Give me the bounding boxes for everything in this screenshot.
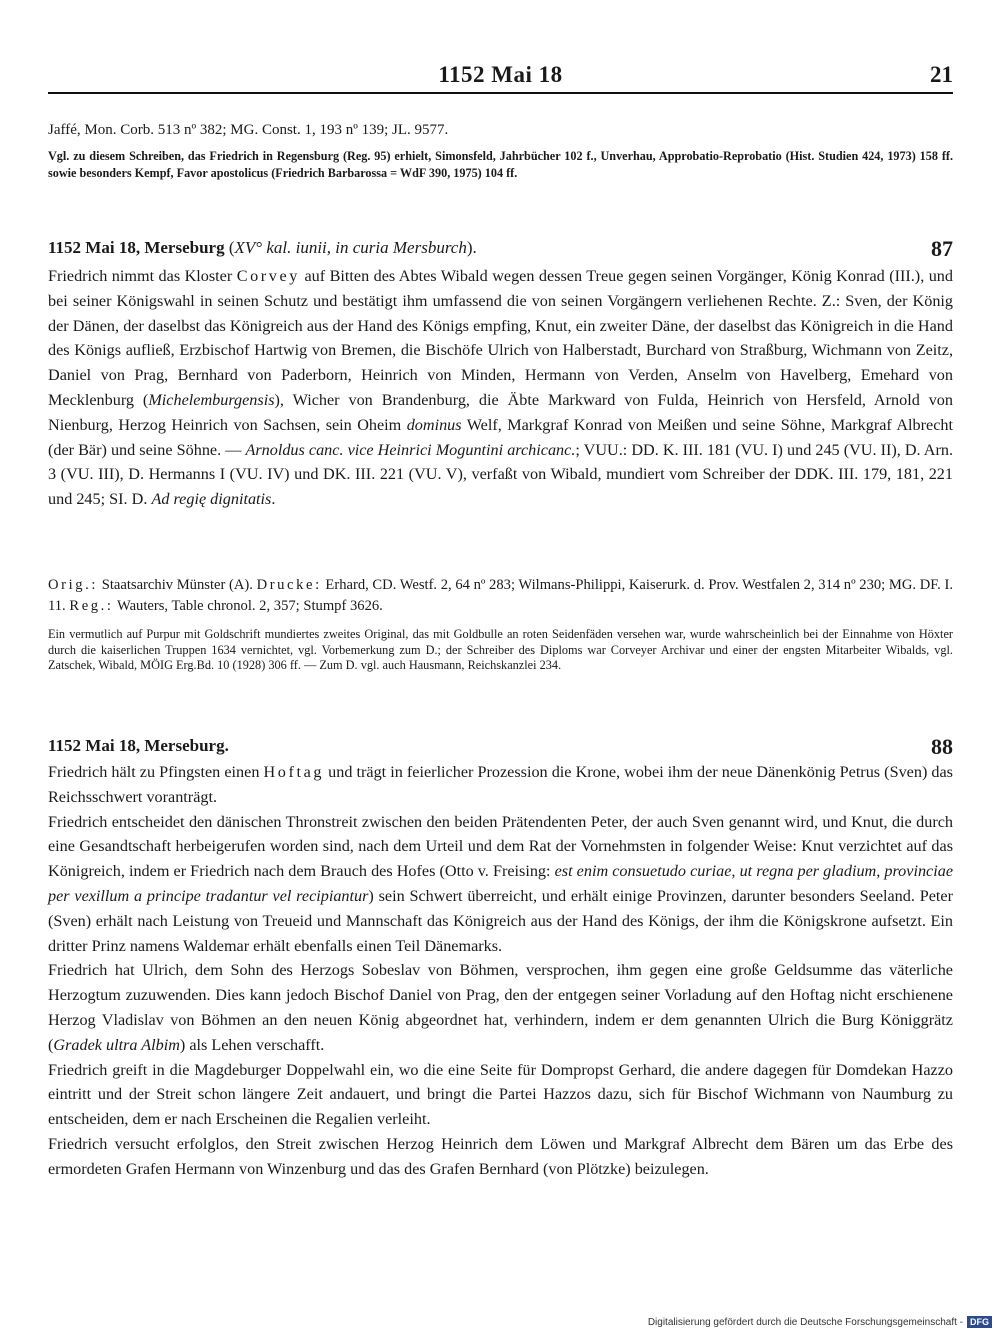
dfg-logo-badge: DFG [967, 1316, 992, 1328]
entry-88-paragraph-3 [48, 958, 953, 1057]
entry-87-italic-1: Michelemburgensis [148, 390, 275, 409]
entry-88-heading [48, 736, 953, 762]
entry-87-latin-date: XV° kal. iunii, in curia Mersburch [234, 238, 467, 257]
entry-87-note: Ein vermutlich auf Purpur mit Goldschrift mundiertes zweites Original, das mit Goldbulle an roten Seidenfäden versehen war, wurde wahrscheinlich bei der Einnahme von Höxter durch die kaiserlichen Truppen 1634 vernichtet, vgl. Vorbemerkung zum D.; der Schreiber des Diploms war Corveyer Archivar und einer der engsten Mitarbeiter Wibalds, vgl. Zatschek, Wibald, MÖIG Erg.Bd. 10 (1928) 306 ff. — Zum D. vgl. auch Hausmann, Reichskanzlei 234. [48, 627, 953, 672]
entry-87-italic-3: Arnoldus canc. vice Heinrici Moguntini archicanc. [245, 440, 576, 459]
entry-87-text-6: . [271, 490, 276, 509]
reg-label: Reg.: [69, 598, 114, 614]
entry-87-paren-open: ( [224, 238, 235, 257]
footer-text: Digitalisierung gefördert durch die Deutsche Forschungsgemeinschaft - [647, 1316, 963, 1328]
p1-text-a: Friedrich hält zu Pfingsten einen [48, 763, 264, 781]
entry-87-heading [48, 238, 953, 264]
prior-entry-reference: Jaffé, Mon. Corb. 513 nº 382; MG. Const. 1, 193 nº 139; JL. 9577. [48, 122, 449, 138]
entry-87-text [48, 264, 953, 512]
entry-87-text-5: ; VUU.: DD. K. III. 181 (VU. I) und 245 (VU. II), D. Arn. 3 (VU. III), D. Hermanns I (VU. IV) und DK. III. 221 (VU. V), verfaßt von Wibald, mundiert vom Schreiber der DDK. III. 179, 181, 221 und 245; SI. D. [48, 440, 953, 509]
entry-88-paragraph-5: Friedrich versucht erfolglos, den Streit zwischen Herzog Heinrich dem Löwen und Markgraf Albrecht dem Bären um das Erbe des ermordeten Grafen Hermann von Winzenburg und das des Grafen Bernhard (von Plötzke) beizulegen. [48, 1134, 953, 1178]
entry-87-sources [48, 575, 953, 617]
entry-88-date: 1152 Mai 18, Merseburg. [48, 736, 229, 755]
entry-87-text-2: auf Bitten des Abtes Wibald wegen dessen Treue gegen seinen Vorgänger, König Konrad (III.), und bei seiner Königswahl in seinen Schutz und bestätigt ihm umfassend die von seinen Vorgängern verliehenen Rechte. Z.: Sven, der König der Dänen, der daselbst das Königreich aus der Hand des Königs empfing, Knut, ein zweiter Däne, der daselbst das Königreich in die Hand des Königs aufließ, Erzbischof Hartwig von Bremen, die Bischöfe Ulrich von Halberstadt, Burchard von Straßburg, Wichmann von Zeitz, Daniel von Prag, Bernhard von Paderborn, Heinrich von Minden, Hermann von Verden, Anselm von Havelberg, Emehard von Mecklenburg ( [48, 267, 953, 409]
drucke-label: Drucke: [256, 577, 322, 593]
entry-88-text [48, 760, 953, 1182]
entry-88-number: 88 [931, 734, 953, 759]
header-title: 1152 Mai 18 [438, 62, 563, 87]
p2-italic: est enim consuetudo curiae, ut regna per gladium, provinciae per vexillum a principe tradantur vel recipiantur [48, 862, 954, 905]
reg-text: Wauters, Table chronol. 2, 357; Stumpf 3626. [113, 598, 383, 614]
entry-88-paragraph-4: Friedrich greift in die Magdeburger Doppelwahl ein, wo die eine Seite für Dompropst Gerhard, die andere dagegen für Domdekan Hazzo eintritt und der Streit schon längere Zeit andauert, und bringt die Partei Hazzos dazu, sich für Bischof Wichmann von Naumburg zu entscheiden, dem er nach Erscheinen die Regalien verleiht. [48, 1060, 953, 1129]
corvey-spaced: Corvey [236, 267, 300, 285]
page-header [48, 60, 953, 94]
p3-text-a: Friedrich hat Ulrich, dem Sohn des Herzogs Sobeslav von Böhmen, versprochen, ihm gegen eine große Geldsumme das väterliche Herzogtum zuzuwenden. Dies kann jedoch Bischof Daniel von Prag, den der entgegen seiner Vorladung auf den Hoftag nicht erschienene Herzog Vladislav von Böhmen an den neuen König abgeordnet hat, verhindern, indem er dem genannten Ulrich die Burg Königgrätz ( [48, 961, 953, 1054]
entry-87-date: 1152 Mai 18, Merseburg [48, 238, 225, 257]
page-number: 21 [930, 62, 953, 87]
p2-text-a: Friedrich entscheidet den dänischen Thronstreit zwischen den beiden Prätendenten Peter, der auch Sven genannt wird, und Knut, die durch eine Gesandtschaft herbeigerufen worden sind, nach dem Urteil und dem Rat der Vornehmsten in folgender Weise: Knut verzichtet auf das Königreich, indem er Friedrich nach dem Brauch des Hofes (Otto v. Freising: [48, 812, 953, 881]
p3-italic: Gradek ultra Albim [53, 1035, 180, 1054]
entry-87-italic-2: dominus [406, 415, 462, 434]
p3-text-b: ) als Lehen verschafft. [179, 1035, 325, 1054]
entry-87-paren-close: ). [466, 238, 477, 257]
entry-87-text-1: Friedrich nimmt das Kloster [48, 267, 237, 285]
entry-88-paragraph-2 [48, 810, 953, 959]
entry-88-paragraph-1 [48, 760, 953, 810]
orig-text: Staatsarchiv Münster (A). [98, 577, 257, 593]
orig-label: Orig.: [48, 577, 99, 593]
entry-87-text-3: ), Wicher von Brandenburg, die Äbte Markward von Fulda, Heinrich von Hersfeld, Arnold von Nienburg, Herzog Heinrich von Sachsen, sein Oheim [48, 390, 953, 434]
prior-entry-note: Vgl. zu diesem Schreiben, das Friedrich in Regensburg (Reg. 95) erhielt, Simonsfeld, Jahrbücher 102 f., Unverhau, Approbatio-Reprobatio (Hist. Studien 424, 1973) 158 ff. sowie besonders Kempf, Favor apostolicus (Friedrich Barbarossa = WdF 390, 1975) 104 ff. [48, 149, 953, 180]
entry-87-number: 87 [931, 236, 953, 261]
hoftag-spaced: Hoftag [263, 763, 325, 781]
entry-87-italic-4: Ad regię dignitatis [151, 490, 272, 509]
page-footer [648, 1316, 992, 1328]
entry-87-text-4: Welf, Markgraf Konrad von Meißen und seine Söhne, Markgraf Albrecht (der Bär) und seine Söhne. — [48, 415, 953, 459]
p2-text-b: ) sein Schwert überreicht, und erhält einige Provinzen, darunter besonders Seeland. Peter (Sven) erhält nach Leistung von Treueid und Mannschaft das Königreich aus der Hand des Königs, der ihm die Königskrone aufsetzt. Ein dritter Prinz namens Waldemar erhält ebenfalls einen Teil Dänemarks. [48, 886, 953, 955]
drucke-text: Erhard, CD. Westf. 2, 64 nº 283; Wilmans-Philippi, Kaiserurk. d. Prov. Westfalen 2, 314 nº 230; MG. DF. I. 11. [48, 577, 953, 614]
p1-text-b: und trägt in feierlicher Prozession die Krone, wobei ihm der neue Dänenkönig Petrus (Sven) das Reichsschwert voranträgt. [48, 763, 953, 806]
